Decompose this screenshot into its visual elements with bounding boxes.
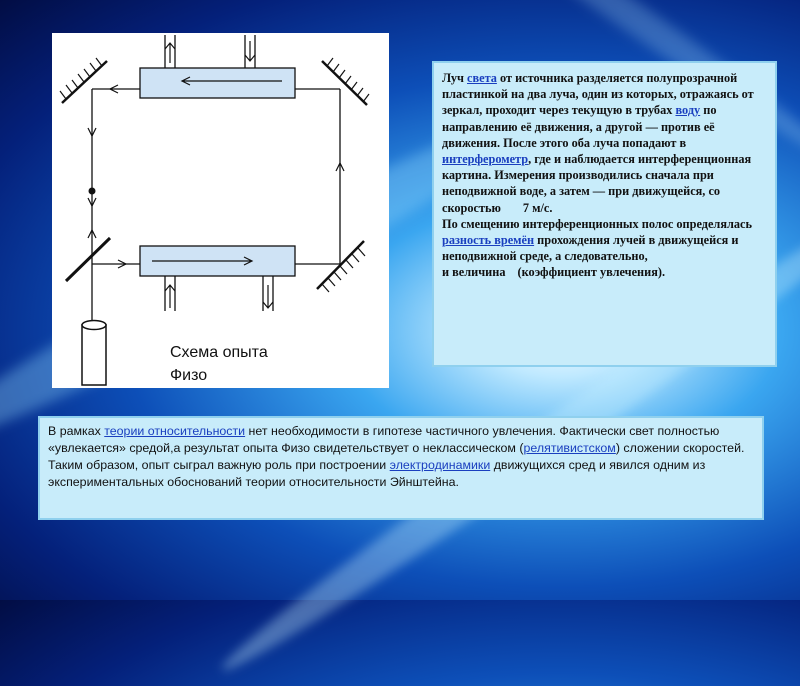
- diagram-caption: [170, 341, 370, 387]
- description-text: 7 м/с.: [522, 200, 553, 215]
- mirror-top-left-hatching: [60, 58, 102, 99]
- mirror-bottom-right-hatching: [322, 248, 365, 292]
- description-text: прохождения лучей в движущейся и неподвижной среде, а следовательно,: [442, 233, 739, 264]
- fizeau-schematic: [52, 33, 389, 388]
- water-flow-arrow-up: [165, 43, 175, 63]
- description-text: Луч: [442, 71, 468, 85]
- link-relativistic[interactable]: релятивистском: [523, 441, 616, 455]
- summary-text: ) сложении скоростей. Таким образом, опыт сыграл важную роль при построении: [48, 441, 745, 472]
- mirror-top-right: [322, 61, 367, 105]
- mirror-top-right-hatching: [327, 58, 369, 102]
- water-flow-arrow-down: [263, 285, 273, 308]
- description-text: и величина: [442, 265, 506, 280]
- water-flow-arrow-down: [245, 41, 255, 61]
- beam-splitter-plate: [66, 238, 110, 281]
- description-text: (коэффициент увлечения).: [517, 265, 666, 280]
- water-flow-arrow-up: [165, 285, 175, 308]
- fizeau-experiment-diagram: [52, 33, 389, 388]
- summary-text: нет необходимости в гипотезе частичного увлечения. Фактически свет полностью «увлекается» средой,а результат опыта Физо свидетельствует о неклассическом (: [48, 424, 720, 455]
- diagram-caption-line: Физо: [170, 367, 208, 384]
- observation-point: [89, 188, 96, 195]
- mirror-top-left: [62, 61, 107, 103]
- upper-water-tube: [140, 68, 295, 98]
- link-interferometer[interactable]: интерферометр: [442, 152, 529, 167]
- description-text: по направлению её движения, а другой — против её движения. После этого оба луча попадают в: [442, 103, 717, 150]
- summary-text: В рамках: [48, 424, 105, 438]
- link-time-difference[interactable]: разность времён: [442, 233, 535, 248]
- diagram-caption-line: Схема опыта: [170, 344, 268, 361]
- description-text: По смещению интерференционных полос определялась: [442, 216, 752, 231]
- description-text: от источника разделяется полупрозрачной пластинкой на два луча, один из которых, отражаясь от зеркал, проходит через текущую в трубах: [442, 71, 754, 118]
- link-light[interactable]: света: [467, 71, 497, 85]
- link-relativity-theory[interactable]: теории относительности: [104, 424, 246, 438]
- description-text: , где и наблюдается интерференционная картина. Измерения производились сначала при неподвижной воде, а затем — при движущейся, со скоростью: [442, 152, 752, 215]
- light-source: [82, 321, 106, 386]
- link-water[interactable]: воду: [675, 103, 701, 118]
- link-electrodynamics[interactable]: электродинамики: [389, 458, 491, 472]
- summary-text: движущихся сред и явился одним из экспериментальных обоснований теории относительности Эйнштейна.: [48, 458, 706, 489]
- experiment-description: [432, 61, 777, 367]
- relativity-summary: [38, 416, 764, 520]
